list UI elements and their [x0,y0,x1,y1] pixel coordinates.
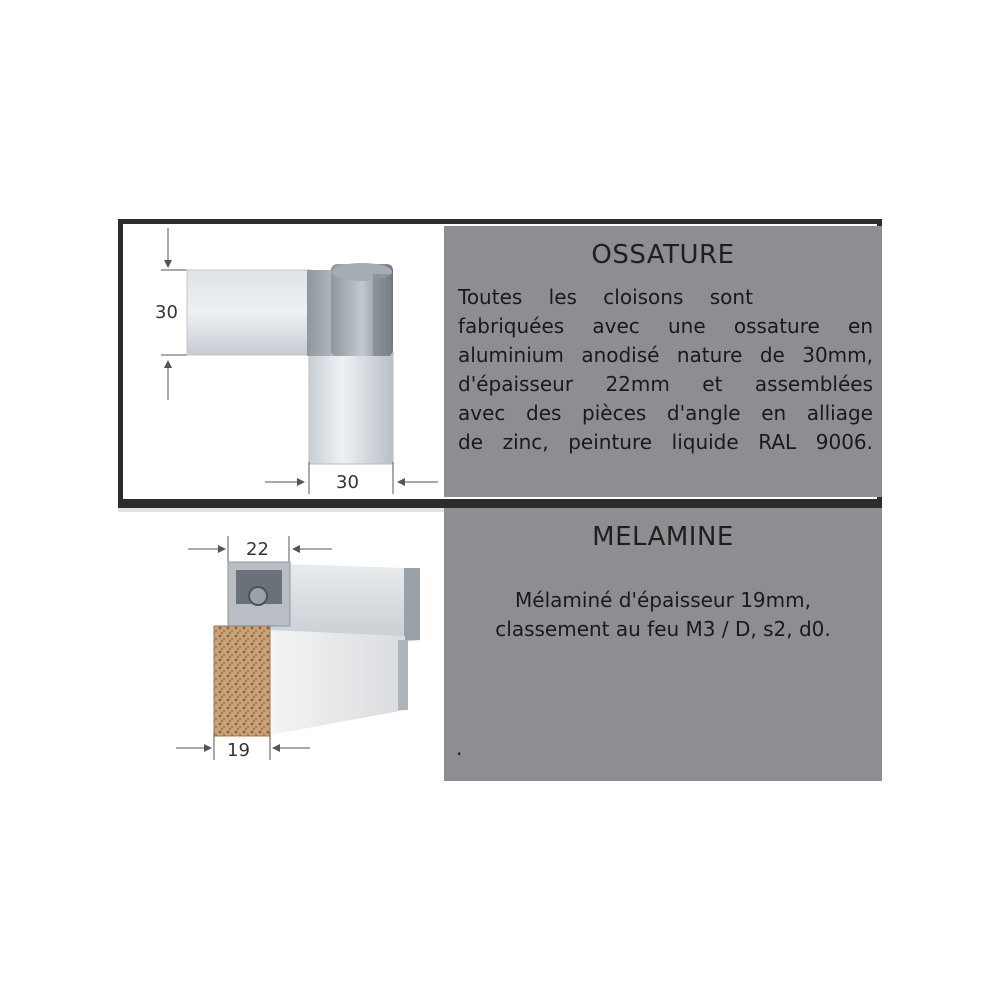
melamine-text [444,586,882,644]
ossature-text [458,283,873,457]
melamine-line-2: classement au feu M3 / D, s2, d0. [495,617,831,641]
ossature-line-1: Toutes les cloisons sont [458,285,753,309]
melamine-bottom-dimension: 19 [227,740,250,761]
ossature-width-dimension: 30 [336,472,359,493]
ossature-line-3: aluminium anodisé nature de 30mm, [458,343,873,367]
ossature-profile-illustration [123,224,444,499]
ossature-line-4: d'épaisseur 22mm et assemblées [458,372,873,396]
melamine-top-dimension: 22 [246,539,269,560]
ossature-line-5: avec des pièces d'angle en alliage [458,401,873,425]
melamine-line-1: Mélaminé d'épaisseur 19mm, [515,588,811,612]
melamine-description-panel [444,508,882,781]
ossature-title: OSSATURE [591,240,735,270]
melamine-trailing-dot: . [456,736,463,760]
melamine-panel-illustration [170,530,440,770]
ossature-height-dimension: 30 [155,302,178,323]
ossature-description-panel [444,226,882,497]
melamine-title: MELAMINE [592,522,734,552]
section-divider-light [118,508,444,512]
ossature-line-2: fabriquées avec une ossature en [458,314,873,338]
ossature-line-6: de zinc, peinture liquide RAL 9006. [458,430,873,454]
